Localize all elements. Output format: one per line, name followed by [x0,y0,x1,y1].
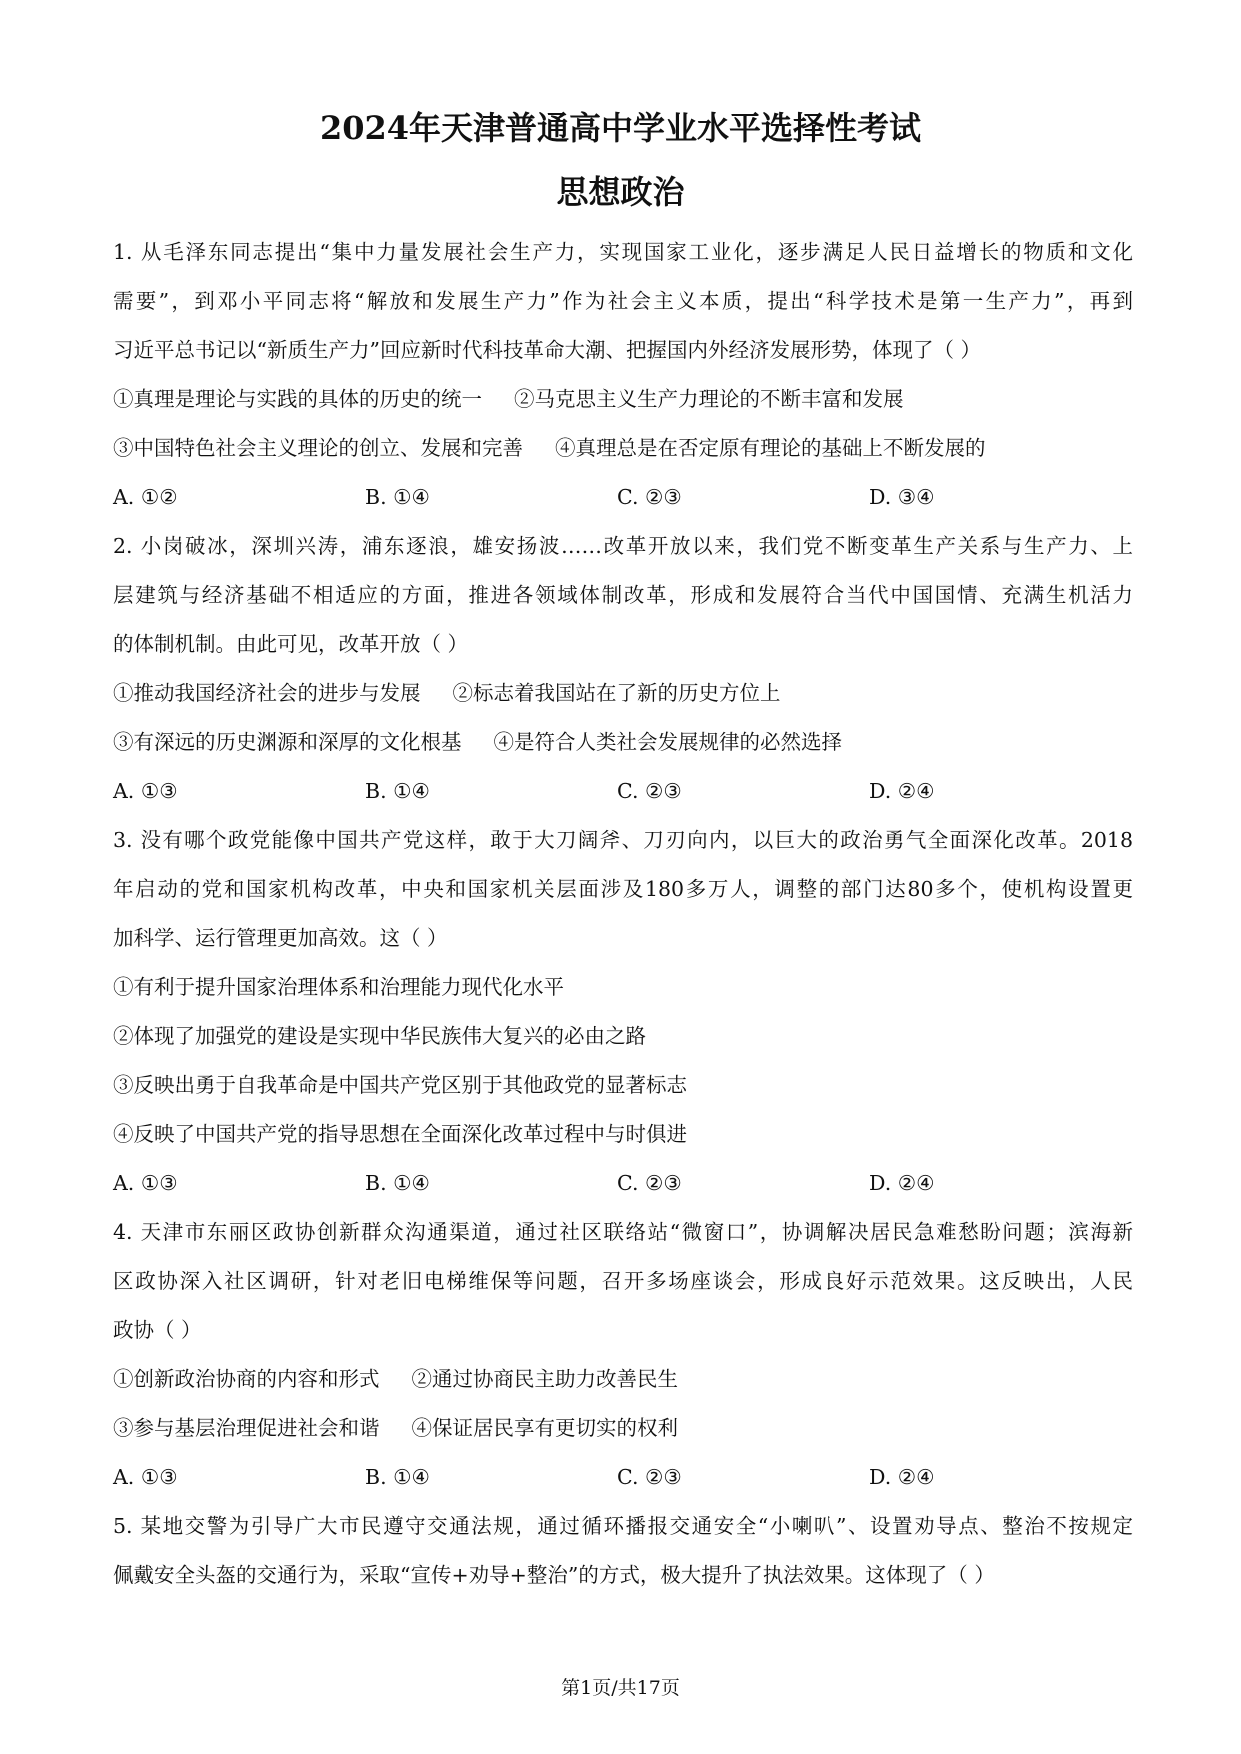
statement-option: ①推动我国经济社会的进步与发展 [113,681,421,705]
choice-c: C. ②③ [617,1171,682,1195]
question-stem-line: 区政协深入社区调研，针对老旧电梯维保等问题，召开多场座谈会，形成良好示范效果。这反映出，人民 [113,1269,1133,1293]
question-stem-line: 习近平总书记以“新质生产力”回应新时代科技革命大潮、把握国内外经济发展形势，体现了（ ） [113,338,981,362]
question-2 [113,522,1133,816]
statement-option: ②马克思主义生产力理论的不断丰富和发展 [514,387,904,411]
choice-c: C. ②③ [617,779,682,803]
choice-b: B. ①④ [365,779,430,803]
choice-a: A. ①③ [113,779,178,803]
exam-title: 2024年天津普通高中学业水平选择性考试 [319,109,922,147]
statement-row [113,1355,1133,1404]
answer-choices [113,1453,1133,1502]
subject-title: 思想政治 [556,173,685,211]
question-stem-line: 2. 小岗破冰，深圳兴涛，浦东逐浪，雄安扬波……改革开放以来，我们党不断变革生产关系与生产力、上 [113,534,1133,558]
question-1 [113,228,1133,522]
choice-d: D. ②④ [869,1171,935,1195]
statement-option: ④是符合人类社会发展规律的必然选择 [493,730,842,754]
question-4 [113,1208,1133,1502]
choice-b: B. ①④ [365,1171,430,1195]
answer-choices [113,1159,1133,1208]
question-stem-line: 层建筑与经济基础不相适应的方面，推进各领域体制改革，形成和发展符合当代中国国情、充满生机活力 [113,583,1133,607]
statement-row [113,1404,1133,1453]
answer-choices [113,473,1133,522]
statement-option: ④反映了中国共产党的指导思想在全面深化改革过程中与时俱进 [113,1122,687,1146]
question-5 [113,1502,1133,1600]
statement-row [113,424,1133,473]
answer-choices [113,767,1133,816]
statement-option: ①有利于提升国家治理体系和治理能力现代化水平 [113,975,564,999]
choice-d: D. ②④ [869,1465,935,1489]
choice-a: A. ①③ [113,1465,178,1489]
statement-row [113,375,1133,424]
statement-option: ③参与基层治理促进社会和谐 [113,1416,380,1440]
choice-a: A. ①② [113,485,178,509]
question-list [113,228,1133,1600]
statement-option: ③中国特色社会主义理论的创立、发展和完善 [113,436,523,460]
choice-b: B. ①④ [365,1465,430,1489]
question-stem-line: 加科学、运行管理更加高效。这（ ） [113,926,448,950]
statement-option: ②体现了加强党的建设是实现中华民族伟大复兴的必由之路 [113,1024,646,1048]
choice-d: D. ③④ [869,485,935,509]
question-stem-line: 4. 天津市东丽区政协创新群众沟通渠道，通过社区联络站“微窗口”，协调解决居民急难愁盼问题；滨海新 [113,1220,1133,1244]
statement-option: ④保证居民享有更切实的权利 [411,1416,678,1440]
question-stem-line: 1. 从毛泽东同志提出“集中力量发展社会生产力，实现国家工业化，逐步满足人民日益增长的物质和文化 [113,240,1133,264]
choice-d: D. ②④ [869,779,935,803]
page-number: 第1页/共17页 [561,1677,680,1699]
statement-option: ③有深远的历史渊源和深厚的文化根基 [113,730,462,754]
question-stem-line: 需要”，到邓小平同志将“解放和发展生产力”作为社会主义本质，提出“科学技术是第一生产力”，再到 [113,289,1133,313]
choice-c: C. ②③ [617,1465,682,1489]
question-stem-line: 政协（ ） [113,1318,202,1342]
question-stem-line: 3. 没有哪个政党能像中国共产党这样，敢于大刀阔斧、刀刃向内，以巨大的政治勇气全面深化改革。2018 [113,828,1133,852]
question-stem-line: 5. 某地交警为引导广大市民遵守交通法规，通过循环播报交通安全“小喇叭”、设置劝导点、整治不按规定 [113,1514,1133,1538]
statement-option: ③反映出勇于自我革命是中国共产党区别于其他政党的显著标志 [113,1073,687,1097]
choice-a: A. ①③ [113,1171,178,1195]
question-stem-line: 年启动的党和国家机构改革，中央和国家机关层面涉及180多万人，调整的部门达80多个，使机构设置更 [113,877,1133,901]
choice-b: B. ①④ [365,485,430,509]
statement-option: ①创新政治协商的内容和形式 [113,1367,380,1391]
question-stem-line: 的体制机制。由此可见，改革开放（ ） [113,632,469,656]
statement-row [113,718,1133,767]
question-stem-line: 佩戴安全头盔的交通行为，采取“宣传+劝导+整治”的方式，极大提升了执法效果。这体现了（ ） [113,1563,995,1587]
choice-c: C. ②③ [617,485,682,509]
statement-option: ④真理总是在否定原有理论的基础上不断发展的 [555,436,986,460]
question-3 [113,816,1133,1208]
statement-option: ②标志着我国站在了新的历史方位上 [452,681,781,705]
statement-option: ①真理是理论与实践的具体的历史的统一 [113,387,482,411]
statement-row [113,669,1133,718]
statement-option: ②通过协商民主助力改善民生 [411,1367,678,1391]
